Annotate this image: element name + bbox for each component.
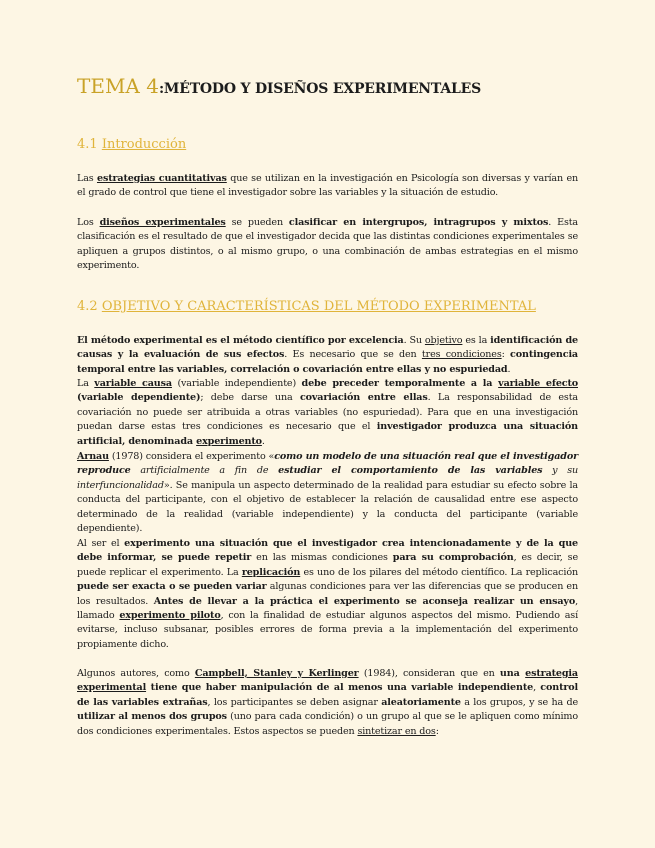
section-heading-objetivo: [77, 299, 536, 314]
paragraph-estrategias: Las estrategias cuantitativas que se utilizan en la investigación en Psicología son diversas y varían en el grado de control que tiene el investigador sobre las variables y la situación de estudio.: [77, 173, 579, 199]
paragraph-campbell: Algunos autores, como Campbell, Stanley y Kerlinger (1984), consideran que en una estrategia experimental tiene que haber manipulación de al menos una variable independiente, control de las variables extrañas, los participantes se deben asignar aleatoriamente a los grupos, y se ha de utilizar al menos dos grupos (uno para cada condición) o un grupo al que se le apliquen como mínimo dos condiciones experimentales. Estos aspectos se pueden sintetizar en dos:: [77, 668, 578, 737]
paragraph-arnau: Arnau (1978) considera el experimento «como un modelo de una situación real que el investigador reproduce artificialmente a fin de estudiar el comportamiento de las variables y su interfuncionalidad». Se manipula un aspecto determinado de la realidad para estudiar su efecto sobre la conducta del participante, con el objetivo de establecer la relación de causalidad entre ese aspecto determinado de la realidad (variable independiente) y la conducta del participante (variable dependiente).: [77, 451, 579, 535]
section-number: 4.2: [77, 299, 102, 314]
section-title: OBJETIVO Y CARACTERÍSTICAS DEL MÉTODO EXPERIMENTAL: [101, 299, 536, 314]
page-title: [77, 74, 481, 98]
author-arnau: Arnau: [77, 451, 109, 462]
title-rest: :MÉTODO Y DISEÑOS EXPERIMENTALES: [158, 81, 482, 97]
paragraph-disenos: Los diseños experimentales se pueden clasificar en intergrupos, intragrupos y mixtos. Esta clasificación es el resultado de que el investigador decida que las distintas condiciones experimentales se apliquen a grupos distintos, o al mismo grupo, o una combinación de ambas estrategias en el mismo experimento.: [77, 217, 578, 272]
paragraph-variable-causa: La variable causa (variable independiente) debe preceder temporalmente a la variable efecto (variable dependiente); debe darse una covariación entre ellas. La responsabilidad de esta covariación no puede ser atribuida a otras variables (no espuriedad). Para que en una investigación puedan darse estas tres condiciones es necesario que el investigador produzca una situación artificial, denominada experimento.: [77, 378, 578, 447]
term-disenos-experimentales: diseños experimentales: [99, 217, 226, 228]
title-tema: TEMA 4: [77, 74, 159, 98]
section-heading-introduccion: [77, 137, 186, 152]
term-estrategias-cuantitativas: estrategias cuantitativas: [96, 173, 227, 184]
section-number: 4.1: [77, 137, 102, 152]
paragraph-replicacion: Al ser el experimento una situación que el investigador crea intencionadamente y de la que debe informar, se puede repetir en las mismas condiciones para su comprobación, es decir, se puede replicar el experimento. La replicación es uno de los pilares del método científico. La replicación puede ser exacta o se pueden variar algunas condiciones para ver las diferencias que se producen en los resultados. Antes de llevar a la práctica el experimento se aconseja realizar un ensayo, llamado experimento piloto, con la finalidad de estudiar algunos aspectos del mismo. Pudiendo así evitarse, incluso subsanar, posibles errores de forma previa a la implementación del experimento propiamente dicho.: [77, 538, 579, 650]
author-campbell: Campbell, Stanley y Kerlinger: [194, 668, 359, 679]
paragraph-metodo-experimental: El método experimental es el método científico por excelencia. Su objetivo es la identificación de causas y la evaluación de sus efectos. Es necesario que se den tres condiciones: contingencia temporal entre las variables, correlación o covariación entre ellas y no espuriedad.: [77, 335, 579, 375]
section-title: Introducción: [101, 137, 187, 152]
